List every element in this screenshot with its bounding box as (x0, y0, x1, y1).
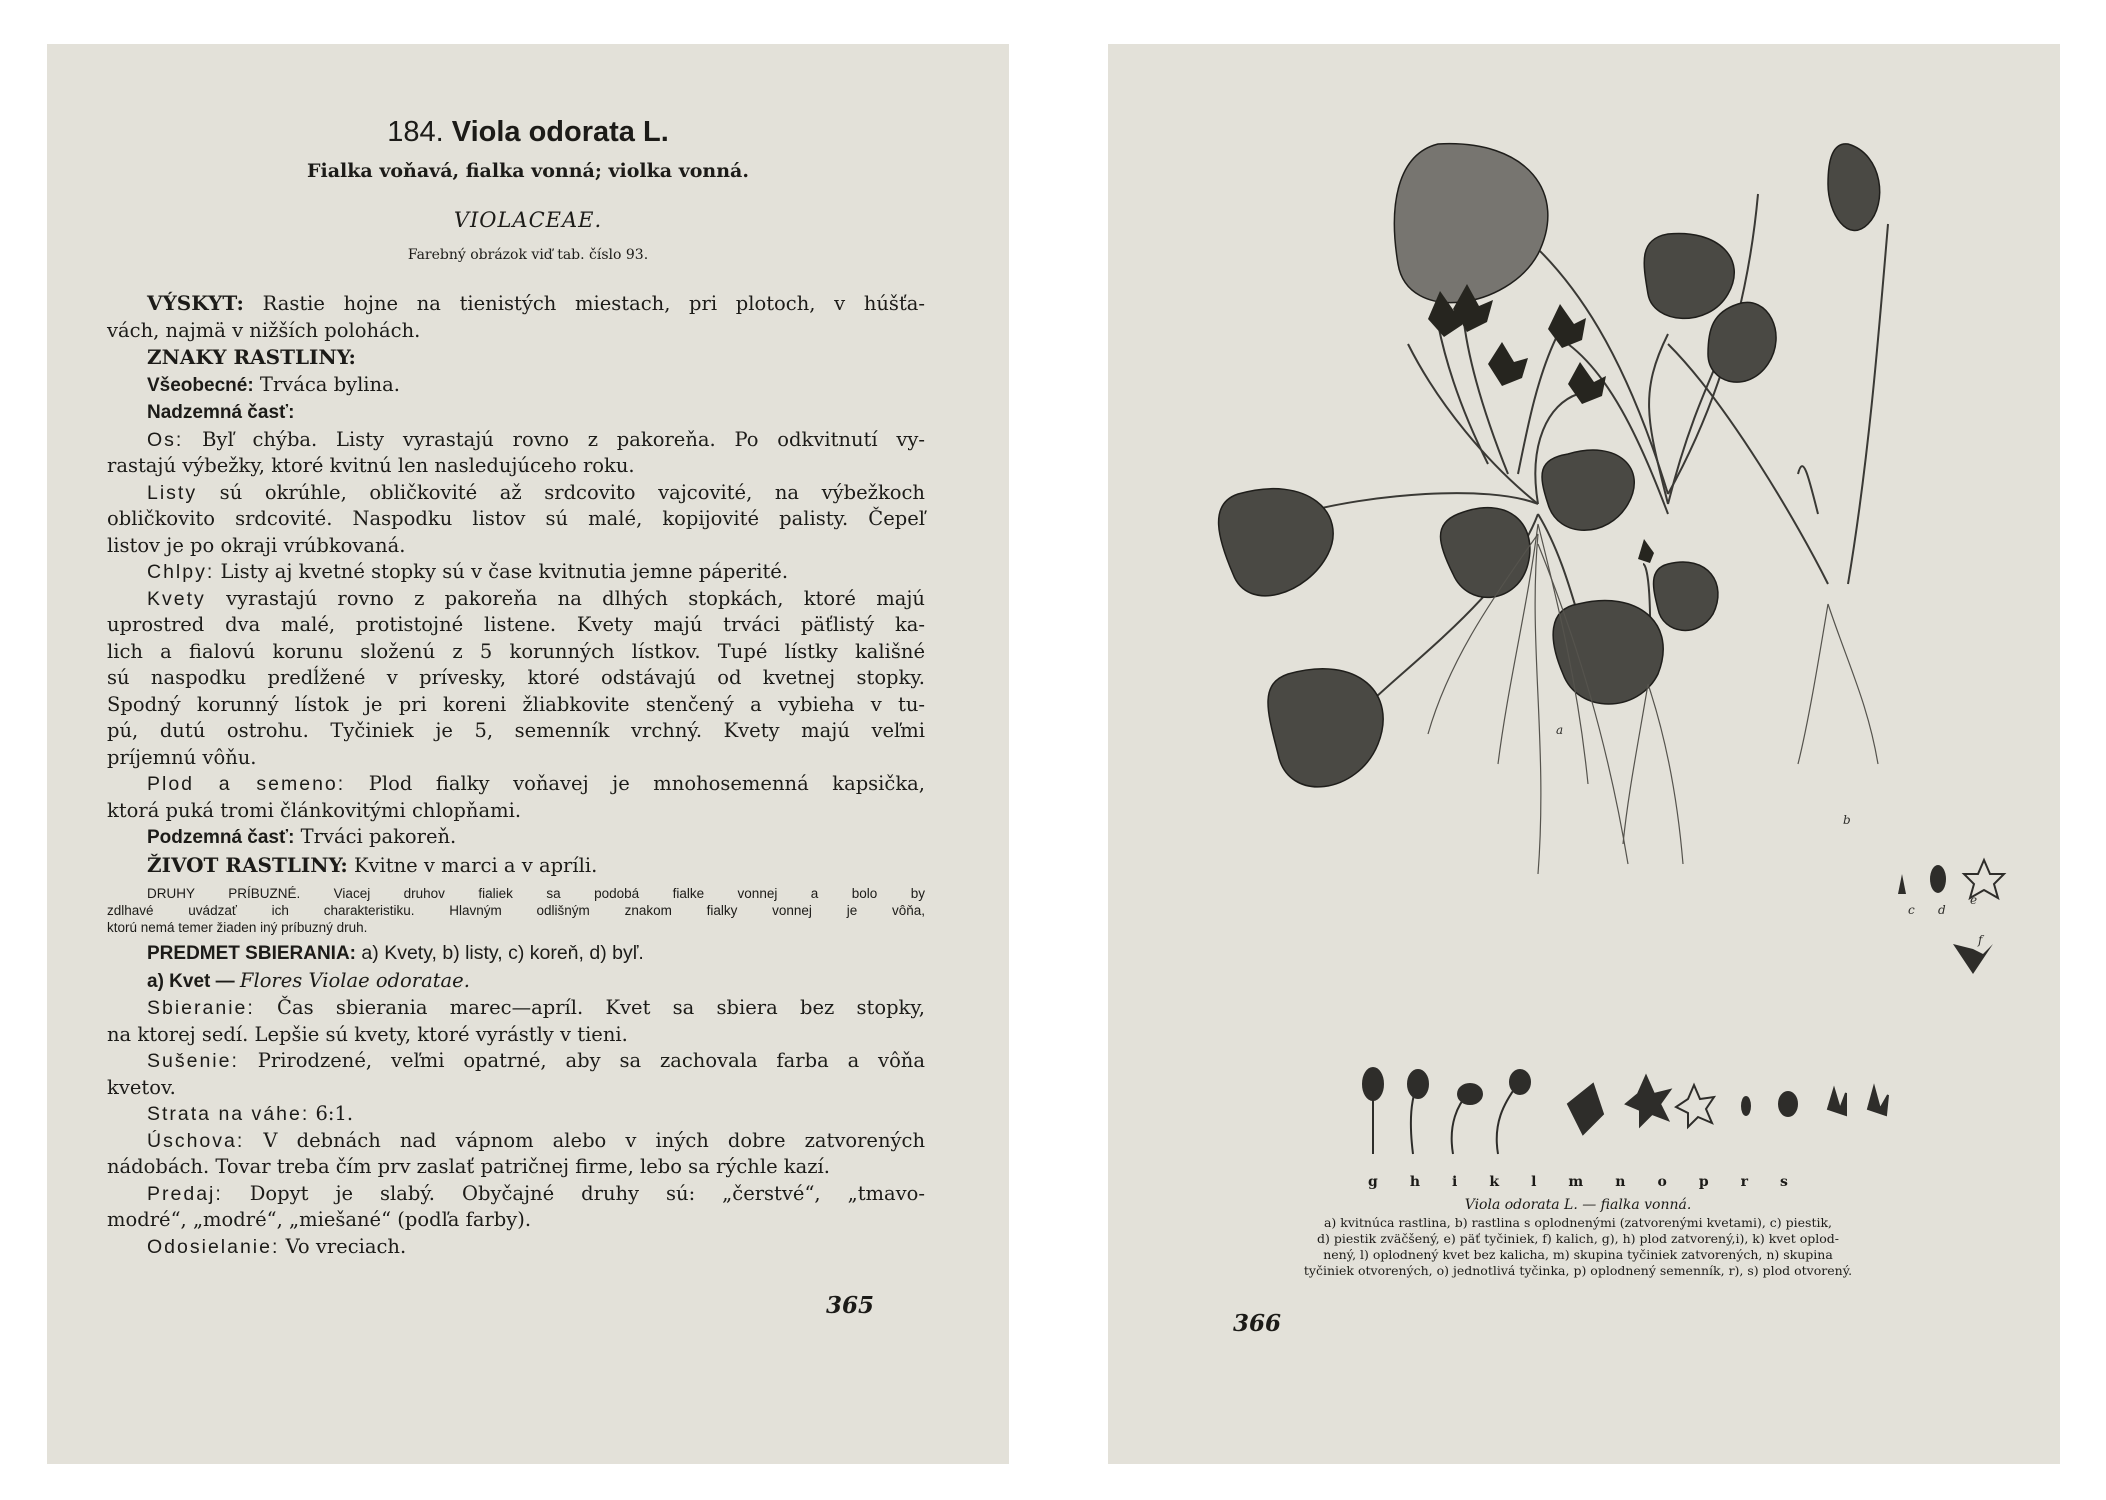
flowers-line-3: lich a fialovú korunu složenú z 5 korunných lístkov. Tupé lístky kališné (107, 639, 925, 663)
flower-drawing (1510, 1070, 1530, 1094)
violet-flower (1638, 539, 1654, 563)
open-fruit-drawing (1868, 1087, 1888, 1115)
page-number: 366 (1233, 1310, 1282, 1337)
sale-line-2: modré“, „modré“, „miešané“ (podľa farby). (107, 1208, 532, 1231)
flower-stalk (1518, 334, 1558, 474)
caption-line: d) piestik zväčšený, e) päť tyčiniek, f) kalich, g), h) plod zatvorený,i), k) kvet oplod- (1316, 1231, 1839, 1246)
figure-letter: n (1615, 1174, 1626, 1190)
figure-letter: r (1740, 1174, 1749, 1190)
root (1798, 604, 1828, 764)
root (1623, 684, 1648, 844)
collecting-line-1: Sbieranie: Čas sbierania marec—apríl. Kvet sa sbiera bez stopky, (147, 996, 925, 1019)
flowers-line-6: pú, dutú ostrohu. Tyčiniek je 5, semenník vrchný. Kvety majú veľmi (107, 719, 925, 742)
flower-stalk (1497, 1084, 1518, 1154)
figure-letter: a (1556, 723, 1564, 737)
storage-line-2: nádobách. Tovar treba čím prv zaslať patričnej firme, lebo sa rýchle kazí. (107, 1155, 830, 1178)
common-name-cz: violka vonná. (608, 160, 749, 182)
leaf (1441, 508, 1530, 598)
flowers-line-4: sú naspodku predĺžené v prívesky, ktoré odstávajú od kvetnej stopky. (107, 666, 925, 689)
underground-part: Podzemná časť: Trváci pakoreň. (147, 825, 457, 848)
drying-line-1: Sušenie: Prirodzené, veľmi opatrné, aby sa zachovala farba a vôňa (147, 1049, 925, 1072)
weight-loss: Strata na váhe: 6:1. (147, 1102, 354, 1125)
pistil-enlarged-drawing (1930, 865, 1946, 893)
flowers-line-7: príjemnú vôňu. (107, 745, 257, 769)
viola-illustration (1108, 44, 2060, 1244)
figure-letter: f (1978, 933, 1983, 947)
figure-letter: s (1780, 1174, 1788, 1190)
leaves-line-3: listov je po okraji vrúbkovaná. (107, 533, 406, 557)
violet-flower (1568, 362, 1606, 404)
figure-letter: h (1409, 1174, 1420, 1190)
leaf (1654, 562, 1718, 630)
flower-stalk (1463, 314, 1508, 474)
figure-letter: k (1489, 1174, 1500, 1190)
common-names (47, 160, 1009, 182)
figure-letter: p (1698, 1174, 1709, 1190)
left-page (47, 44, 1009, 1464)
figure-letter: o (1657, 1174, 1667, 1190)
shipping: Odosielanie: Vo vreciach. (147, 1234, 407, 1258)
figure-letter-row (1368, 1174, 1788, 1190)
caption-line: nený, l) oplodnený kvet bez kalicha, m) skupina tyčiniek zatvorených, n) skupina (1323, 1247, 1833, 1262)
closed-fruit-drawing (1408, 1070, 1428, 1098)
storage-line-1: Úschova: V debnách nad vápnom alebo v iných dobre zatvorených (147, 1128, 925, 1152)
figure-letter: g (1368, 1174, 1378, 1190)
leaf-stalk (1649, 334, 1668, 504)
plant-features-heading: ZNAKY RASTLINY: (147, 345, 356, 369)
open-fruit-drawing (1828, 1089, 1846, 1115)
page-number: 365 (825, 1292, 874, 1319)
caption-line: a) kvitnúca rastlina, b) rastlina s oplodnenými (zatvorenými kvetami), c) piestik, (1323, 1215, 1833, 1230)
occurrence-line-1: VÝSKYT: Rastie hojne na tienistých miestach, pri plotoch, v húšťa- (147, 291, 925, 315)
flowers-line-5: Spodný korunný lístok je pri koreni žliabkovite stenčený a vybieha v tu- (107, 692, 925, 716)
right-page (1108, 44, 2060, 1464)
stamen-group-closed-drawing (1626, 1076, 1670, 1126)
leaf (1268, 669, 1383, 787)
related-line-2: zdlhavé uvádzať ich charakteristiku. Hlavným odlišným znakom fialky vonnej je vôňa, (107, 903, 925, 918)
stamens-drawing (1953, 944, 1993, 974)
figure-letter: m (1568, 1174, 1584, 1190)
single-stamen-drawing (1742, 1097, 1750, 1115)
leaf (1828, 144, 1880, 231)
color-plate-reference: Farebný obrázok viď tab. číslo 93. (407, 247, 649, 263)
collecting-line-2: na ktorej sedí. Lepšie sú kvety, ktoré vyrástly v tieni. (107, 1022, 628, 1046)
root (1828, 604, 1878, 764)
figure-letter: l (1531, 1174, 1537, 1190)
stem-line-2: rastajú výbežky, ktoré kvitnú len nasledujúceho roku. (107, 454, 635, 477)
root (1648, 684, 1683, 864)
figure-caption (1228, 1197, 1928, 1279)
leaf (1219, 489, 1334, 596)
pistil-drawing (1898, 874, 1906, 894)
related-species-note (107, 885, 925, 936)
stamen-group-open-drawing (1676, 1085, 1714, 1127)
drying-line-2: kvetov. (107, 1075, 176, 1099)
occurrence-line-2: vách, najmä v nižších polohách. (107, 318, 421, 342)
sale-line-1: Predaj: Dopyt je slabý. Obyčajné druhy sú: „čerstvé“, „tmavo- (147, 1181, 925, 1205)
figure-letter: c (1908, 903, 1915, 917)
common-name-sk: Fialka voňavá, fialka vonná; (307, 160, 609, 182)
leaf (1708, 302, 1776, 382)
fruit-line-1: Plod a semeno: Plod fialky voňavej je mnohosemenná kapsička, (147, 772, 925, 795)
hairs-line: Chlpy: Listy aj kvetné stopky sú v čase kvitnutia jemne páperité. (147, 560, 789, 583)
plant-life: ŽIVOT RASTLINY: Kvitne v marci a v apríli. (147, 852, 598, 877)
entry-number: 184. (387, 116, 444, 148)
collection-subject: PREDMET SBIERANIA: a) Kvety, b) listy, c) koreň, d) byľ. (147, 942, 644, 964)
leaves-line-2: obličkovito srdcovité. Naspodku listov sú malé, kopijovité palisty. Čepeľ (107, 507, 925, 530)
page-title (47, 116, 1009, 149)
aboveground-heading: Nadzemná časť: (147, 402, 295, 423)
figure-letter: b (1843, 813, 1851, 827)
closed-fruit-drawing (1363, 1068, 1383, 1100)
violet-flower (1488, 342, 1528, 386)
leaf (1644, 233, 1734, 318)
flower-drawing (1458, 1084, 1482, 1104)
ovary-drawing (1779, 1092, 1797, 1116)
family-name: VIOLACEAE. (453, 208, 603, 232)
leaf-stalk (1848, 224, 1888, 584)
caption-title: Viola odorata L. — fialka vonná. (1464, 1197, 1692, 1213)
flower-drug: a) Kvet — Flores Violae odoratae. (147, 968, 470, 992)
latin-name: Viola odorata L. (451, 116, 669, 148)
root (1535, 534, 1541, 874)
stem-line-1: Os: Byľ chýba. Listy vyrastajú rovno z pakoreňa. Po odkvitnutí vy- (147, 427, 925, 451)
related-line-1: DRUHY PRÍBUZNÉ. Viacej druhov fialiek sa podobá fialke vonnej a bolo by (147, 886, 925, 901)
flower-drawing (1568, 1084, 1603, 1134)
related-line-3: ktorú nemá temer žiaden iný príbuzný druh. (107, 920, 368, 935)
leaves-line-1: Listy sú okrúhle, obličkovité až srdcovito vajcovité, na výbežkoch (147, 480, 925, 504)
figure-letter: i (1452, 1174, 1458, 1190)
large-leaf (1394, 144, 1547, 303)
fruit-stalk (1798, 466, 1818, 514)
article-body (107, 290, 925, 1260)
figure-letter: d (1938, 903, 1946, 917)
caption-line: tyčiniek otvorených, o) jednotlivá tyčinka, p) oplodnený semenník, r), s) plod otvorený. (1303, 1263, 1853, 1278)
figure-letter: e (1970, 893, 1978, 907)
leaf (1542, 450, 1634, 530)
general-features: Všeobecné: Trváca bylina. (147, 372, 400, 396)
flowers-line-2: uprostred dva malé, protistojné listene. Kvety majú trváci päťlistý ka- (107, 613, 925, 636)
flowers-line-1: Kvety vyrastajú rovno z pakoreňa na dlhých stopkách, ktoré majú (147, 586, 925, 610)
fruit-line-2: ktorá puká tromi článkovitými chlopňami. (107, 798, 522, 822)
